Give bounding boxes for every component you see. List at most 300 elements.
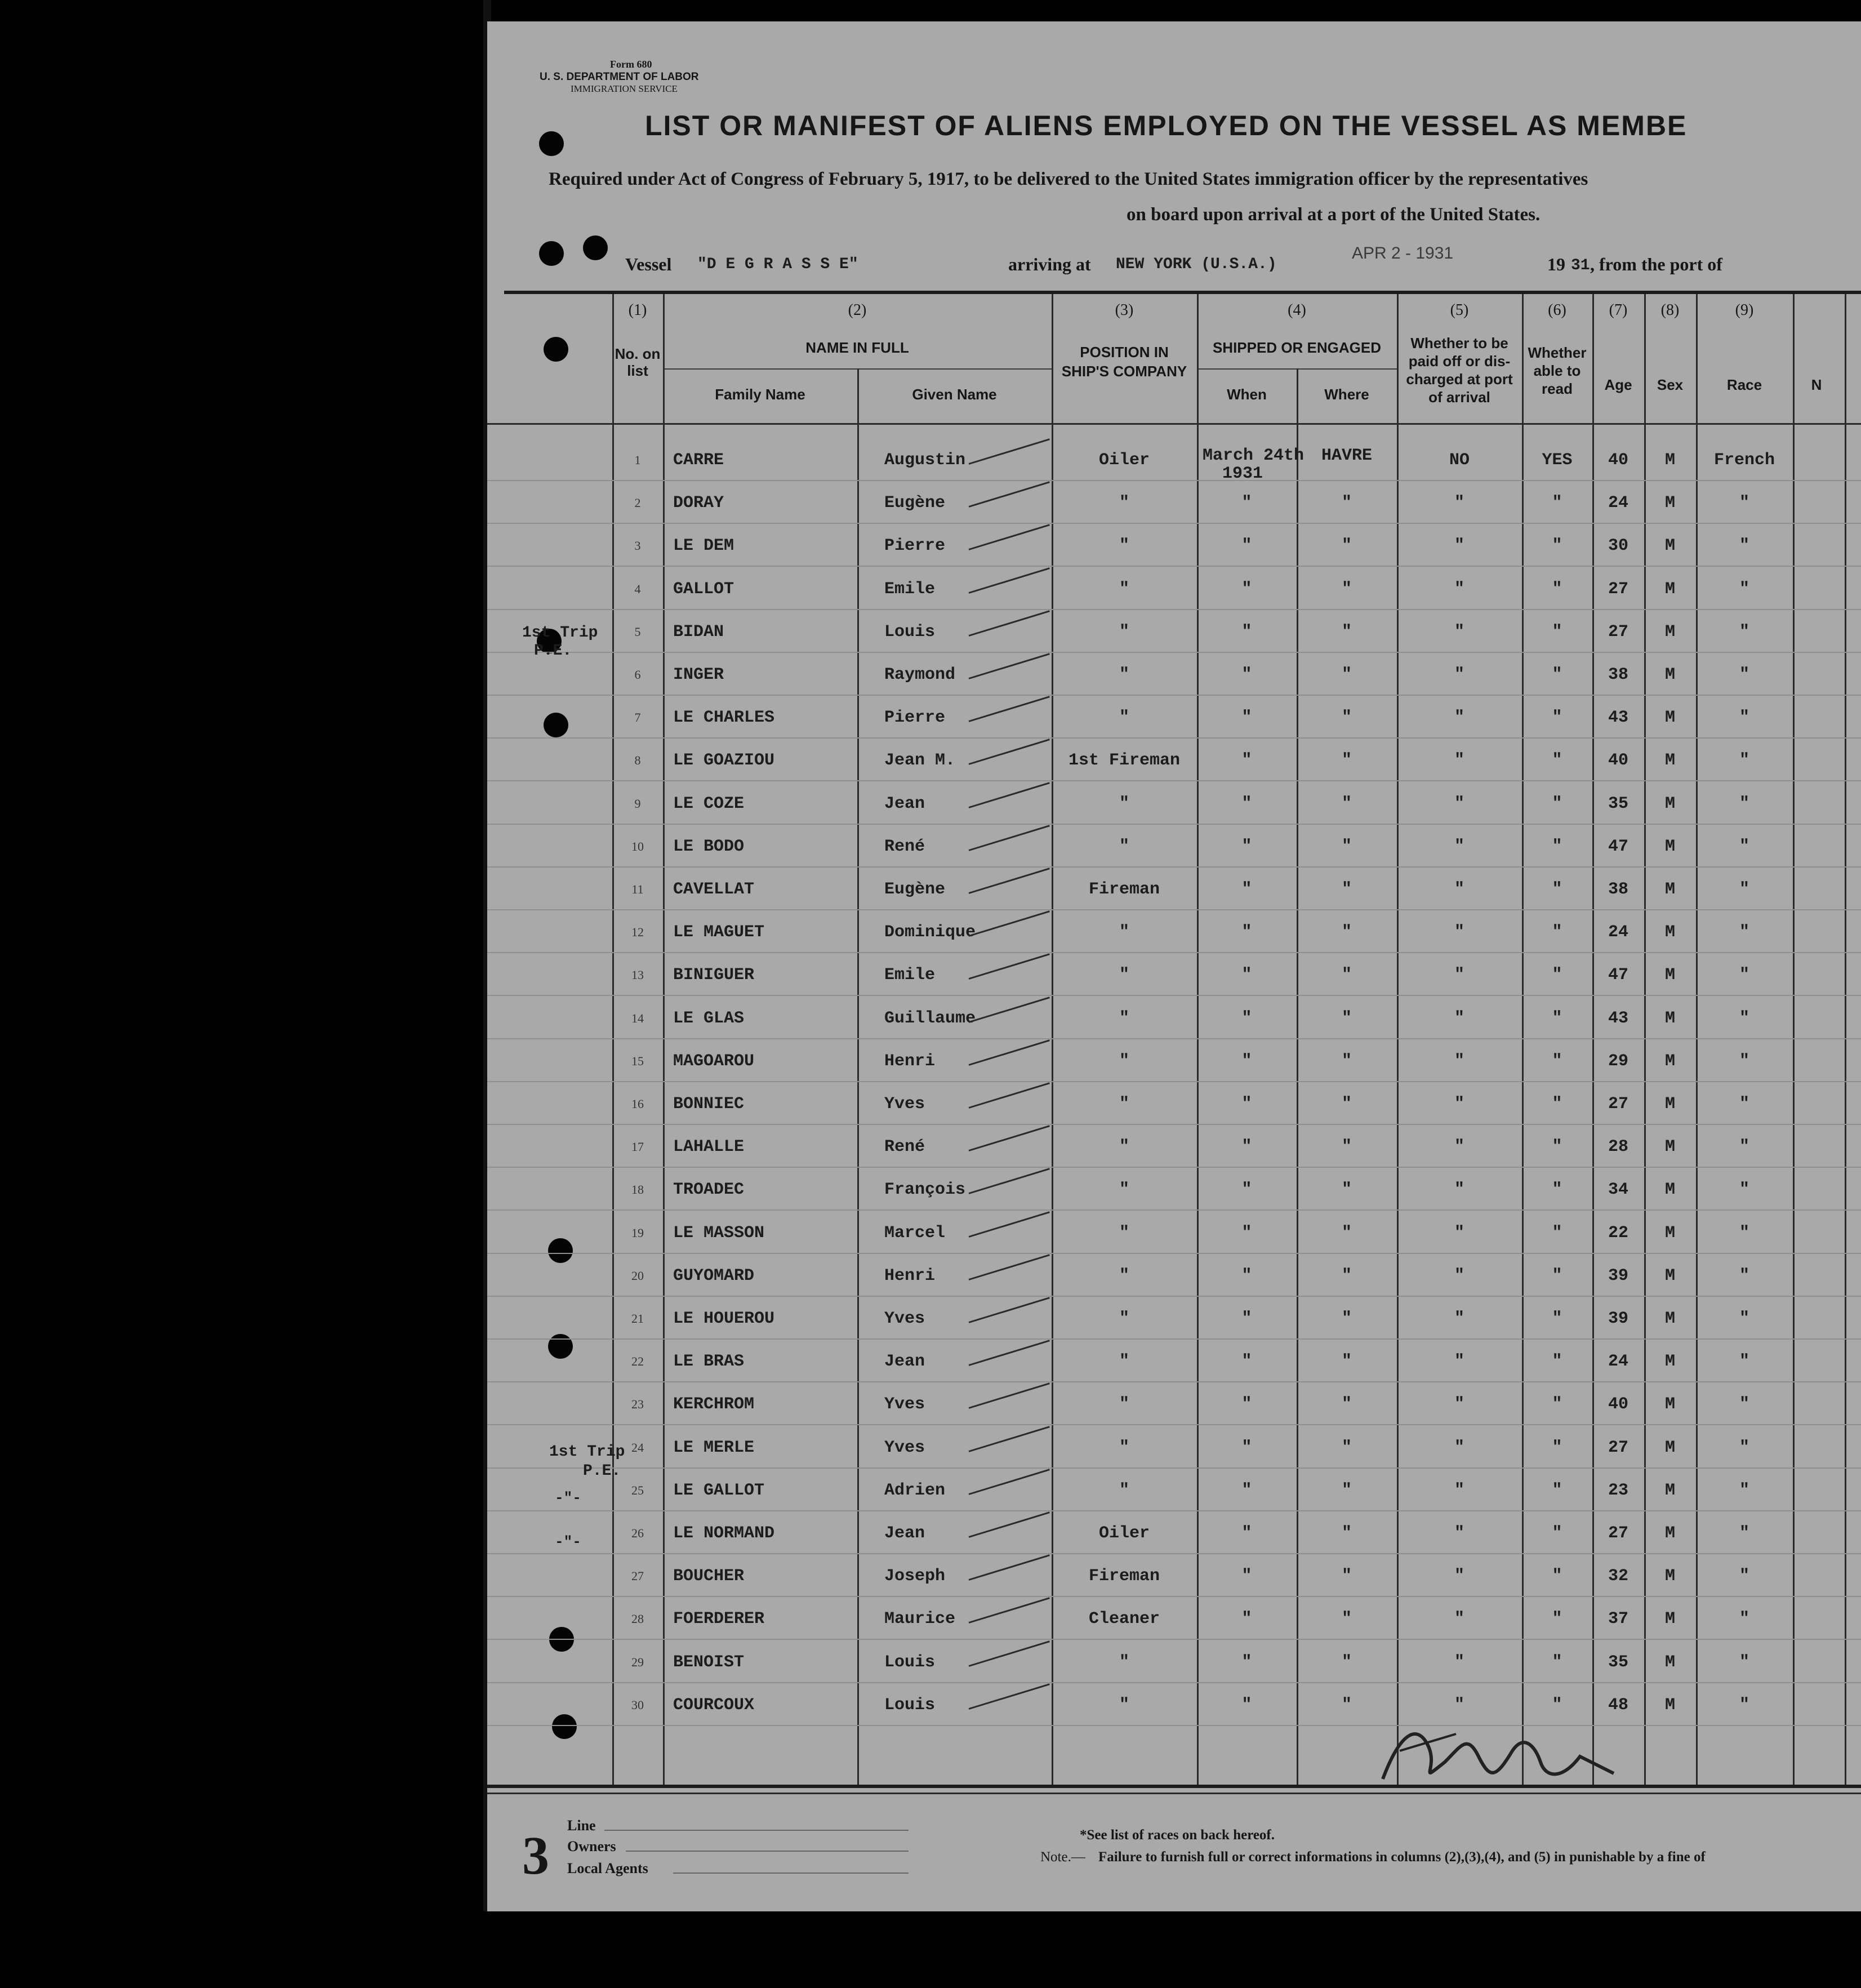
shipped-when: " bbox=[1241, 837, 1252, 856]
shipped-where: " bbox=[1341, 1352, 1352, 1372]
paid-off: " bbox=[1454, 880, 1464, 899]
column-rule bbox=[1845, 294, 1846, 1785]
shipped-when: " bbox=[1241, 622, 1252, 642]
able-to-read: " bbox=[1552, 536, 1562, 556]
race: " bbox=[1739, 751, 1749, 771]
age: 27 bbox=[1608, 1095, 1628, 1114]
shipped-where: " bbox=[1341, 665, 1352, 684]
age: 29 bbox=[1608, 1051, 1628, 1071]
paid-off: " bbox=[1454, 1567, 1464, 1586]
sex: M bbox=[1664, 1137, 1675, 1157]
row-rule bbox=[487, 1124, 1861, 1125]
arriving-label: arriving at bbox=[1008, 254, 1091, 274]
able-to-read: " bbox=[1552, 1652, 1562, 1672]
sex: M bbox=[1664, 1180, 1675, 1200]
margin-note-first-trip-b: 1st Trip bbox=[549, 1443, 625, 1461]
race: " bbox=[1739, 536, 1749, 556]
family-name: MAGOAROU bbox=[673, 1051, 755, 1071]
given-name: Dominique bbox=[884, 923, 976, 942]
shipped-where: " bbox=[1341, 1137, 1352, 1157]
shipped-where: " bbox=[1341, 1395, 1352, 1415]
row-rule bbox=[487, 1209, 1861, 1211]
subtitle-line-2: on board upon arrival at a port of the United States. bbox=[1127, 204, 1541, 225]
row-rule bbox=[487, 780, 1861, 781]
shipped-where: " bbox=[1341, 1008, 1352, 1028]
paid-off: " bbox=[1454, 1008, 1464, 1028]
col-4-where-label: Where bbox=[1324, 386, 1369, 403]
row-number: 7 bbox=[634, 710, 641, 725]
position: " bbox=[1119, 1438, 1129, 1457]
race: " bbox=[1739, 1352, 1749, 1372]
row-rule bbox=[487, 1424, 1861, 1425]
row-rule bbox=[487, 824, 1861, 825]
table-top-rule bbox=[504, 291, 1861, 294]
shipped-where: " bbox=[1341, 493, 1352, 513]
row-rule bbox=[487, 523, 1861, 524]
family-name: LAHALLE bbox=[673, 1137, 745, 1157]
column-rule bbox=[1644, 294, 1646, 1785]
position: " bbox=[1119, 1051, 1129, 1071]
sex: M bbox=[1664, 1567, 1675, 1586]
age: 22 bbox=[1608, 1223, 1628, 1243]
punch-hole bbox=[548, 1238, 573, 1263]
able-to-read: " bbox=[1552, 1395, 1562, 1415]
family-name: TROADEC bbox=[673, 1180, 745, 1200]
age: 34 bbox=[1608, 1180, 1628, 1200]
punch-hole bbox=[544, 337, 568, 362]
paid-off: " bbox=[1454, 665, 1464, 684]
race: " bbox=[1739, 1309, 1749, 1328]
position: " bbox=[1119, 1309, 1129, 1328]
given-name: Yves bbox=[884, 1395, 925, 1415]
position: " bbox=[1119, 1480, 1129, 1500]
race: " bbox=[1739, 837, 1749, 856]
family-name: LE GLAS bbox=[673, 1008, 745, 1028]
row-rule bbox=[487, 1081, 1861, 1082]
margin-note-pe-a: P.E. bbox=[534, 642, 572, 660]
given-name: Augustin bbox=[884, 451, 966, 470]
footer-agents-blank bbox=[673, 1873, 909, 1874]
age: 37 bbox=[1608, 1609, 1628, 1629]
shipped-when: " bbox=[1241, 1180, 1252, 1200]
service-name: IMMIGRATION SERVICE bbox=[571, 83, 678, 94]
shipped-when: " bbox=[1241, 1309, 1252, 1328]
given-name: Eugène bbox=[884, 880, 946, 899]
sex: M bbox=[1664, 493, 1675, 513]
column-rule bbox=[1793, 294, 1795, 1785]
race: " bbox=[1739, 1524, 1749, 1543]
row-number: 25 bbox=[631, 1483, 644, 1497]
row-rule bbox=[487, 652, 1861, 653]
paid-off: NO bbox=[1449, 451, 1470, 470]
row-number: 16 bbox=[631, 1097, 644, 1111]
race: " bbox=[1739, 1095, 1749, 1114]
sex: M bbox=[1664, 1309, 1675, 1328]
shipped-where: " bbox=[1341, 1567, 1352, 1586]
note-text: Failure to furnish full or correct informations in columns (2),(3),(4), and (5) in punishable by a fine of bbox=[1098, 1849, 1706, 1865]
race: " bbox=[1739, 923, 1749, 942]
col-8-label: Sex bbox=[1657, 376, 1684, 393]
from-port-label: , from the port of bbox=[1590, 254, 1722, 274]
family-name: DORAY bbox=[673, 493, 724, 513]
able-to-read: " bbox=[1552, 1309, 1562, 1328]
shipped-when: " bbox=[1241, 1524, 1252, 1543]
shipped-when: " bbox=[1241, 1652, 1252, 1672]
footer-line-blank bbox=[604, 1830, 909, 1831]
sex: M bbox=[1664, 923, 1675, 942]
able-to-read: " bbox=[1552, 966, 1562, 985]
paid-off: " bbox=[1454, 1095, 1464, 1114]
given-name: Jean bbox=[884, 794, 925, 813]
race: " bbox=[1739, 1223, 1749, 1243]
given-name: Eugène bbox=[884, 493, 946, 513]
given-name: Jean bbox=[884, 1524, 925, 1543]
shipped-when: " bbox=[1241, 1395, 1252, 1415]
row-rule bbox=[487, 737, 1861, 739]
punch-hole bbox=[548, 1334, 573, 1359]
sex: M bbox=[1664, 1223, 1675, 1243]
shipped-where: " bbox=[1341, 923, 1352, 942]
row-rule bbox=[487, 1038, 1861, 1039]
given-name: Emile bbox=[884, 579, 936, 599]
shipped-where: " bbox=[1341, 1095, 1352, 1114]
race: " bbox=[1739, 966, 1749, 985]
given-name: Louis bbox=[884, 1652, 936, 1672]
race: " bbox=[1739, 1180, 1749, 1200]
col-7-number: (7) bbox=[1609, 301, 1628, 319]
position: " bbox=[1119, 923, 1129, 942]
family-name: CARRE bbox=[673, 451, 724, 470]
page-title: LIST OR MANIFEST OF ALIENS EMPLOYED ON THE VESSEL AS MEMBE bbox=[645, 110, 1688, 141]
vessel-name: "D E G R A S S E" bbox=[697, 256, 858, 273]
given-name: Henri bbox=[884, 1051, 936, 1071]
shipped-where: " bbox=[1341, 1652, 1352, 1672]
family-name: LE BRAS bbox=[673, 1352, 745, 1372]
family-name: FOERDERER bbox=[673, 1609, 765, 1629]
col-4-when-label: When bbox=[1227, 386, 1267, 403]
date-stamp: APR 2 - 1931 bbox=[1352, 244, 1454, 263]
age: 35 bbox=[1608, 1652, 1628, 1672]
col-9-number: (9) bbox=[1735, 301, 1754, 319]
family-name: LE BODO bbox=[673, 837, 745, 856]
race: " bbox=[1739, 1609, 1749, 1629]
races-note: *See list of races on back hereof. bbox=[1080, 1827, 1275, 1843]
col-5-label: Whether to be paid off or dis-charged at port of arrival bbox=[1406, 335, 1513, 406]
age: 40 bbox=[1608, 451, 1628, 470]
sex: M bbox=[1664, 1352, 1675, 1372]
paid-off: " bbox=[1454, 1395, 1464, 1415]
col-7-label: Age bbox=[1604, 376, 1632, 393]
able-to-read: " bbox=[1552, 1180, 1562, 1200]
shipped-where: " bbox=[1341, 1480, 1352, 1500]
col-2-number: (2) bbox=[848, 301, 867, 319]
row-rule bbox=[487, 1682, 1861, 1683]
able-to-read: " bbox=[1552, 1609, 1562, 1629]
age: 39 bbox=[1608, 1309, 1628, 1328]
race: " bbox=[1739, 1137, 1749, 1157]
sex: M bbox=[1664, 451, 1675, 470]
position: " bbox=[1119, 794, 1129, 813]
col-8-number: (8) bbox=[1660, 301, 1680, 319]
paid-off: " bbox=[1454, 751, 1464, 771]
shipped-where: " bbox=[1341, 579, 1352, 599]
col-6-label: Whether able to read bbox=[1528, 344, 1587, 397]
paid-off: " bbox=[1454, 1137, 1464, 1157]
row-rule bbox=[487, 866, 1861, 868]
row-number: 14 bbox=[631, 1011, 644, 1025]
row-number: 18 bbox=[631, 1182, 644, 1197]
family-name: BOUCHER bbox=[673, 1567, 745, 1586]
shipped-where: " bbox=[1341, 1695, 1352, 1715]
position: Cleaner bbox=[1088, 1609, 1160, 1629]
position: " bbox=[1119, 1008, 1129, 1028]
sex: M bbox=[1664, 1266, 1675, 1286]
able-to-read: " bbox=[1552, 1008, 1562, 1028]
row-rule bbox=[487, 1253, 1861, 1254]
shipped-where: " bbox=[1341, 536, 1352, 556]
shipped-when: " bbox=[1241, 579, 1252, 599]
row-number: 29 bbox=[631, 1655, 644, 1669]
shipped-when: " bbox=[1241, 1223, 1252, 1243]
family-name: INGER bbox=[673, 665, 724, 684]
race: " bbox=[1739, 1695, 1749, 1715]
age: 27 bbox=[1608, 622, 1628, 642]
row-number: 15 bbox=[631, 1053, 644, 1068]
family-name: CAVELLAT bbox=[673, 880, 755, 899]
row-rule bbox=[487, 1725, 1861, 1726]
given-name: Guillaume bbox=[884, 1008, 976, 1028]
col-4-number: (4) bbox=[1288, 301, 1306, 319]
col-9-label: Race bbox=[1726, 376, 1762, 393]
sex: M bbox=[1664, 1095, 1675, 1114]
paid-off: " bbox=[1454, 1480, 1464, 1500]
race: " bbox=[1739, 1438, 1749, 1457]
paid-off: " bbox=[1454, 536, 1464, 556]
race: " bbox=[1739, 665, 1749, 684]
sex: M bbox=[1664, 1480, 1675, 1500]
punch-hole bbox=[552, 1714, 577, 1739]
race: " bbox=[1739, 579, 1749, 599]
sex: M bbox=[1664, 536, 1675, 556]
race: French bbox=[1713, 451, 1775, 470]
position: " bbox=[1119, 622, 1129, 642]
position: " bbox=[1119, 708, 1129, 728]
family-name: LE MASSON bbox=[673, 1223, 765, 1243]
shipped-where: " bbox=[1341, 880, 1352, 899]
race: " bbox=[1739, 880, 1749, 899]
family-name: BONNIEC bbox=[673, 1095, 745, 1114]
paid-off: " bbox=[1454, 1352, 1464, 1372]
row-number: 2 bbox=[634, 496, 641, 510]
age: 39 bbox=[1608, 1266, 1628, 1286]
shipped-where: " bbox=[1341, 1438, 1352, 1457]
year-prefix: 19 bbox=[1547, 254, 1565, 274]
given-name: Joseph bbox=[884, 1567, 946, 1586]
paid-off: " bbox=[1454, 493, 1464, 513]
row-rule bbox=[487, 1467, 1861, 1469]
age: 32 bbox=[1608, 1567, 1628, 1586]
row-number: 13 bbox=[631, 968, 644, 982]
family-name: LE CHARLES bbox=[673, 708, 775, 728]
row-rule bbox=[487, 1296, 1861, 1297]
able-to-read: " bbox=[1552, 794, 1562, 813]
shipped-when: March 24th bbox=[1203, 446, 1305, 465]
column-rule bbox=[1696, 294, 1698, 1785]
row-rule bbox=[487, 480, 1861, 481]
col-4-label: SHIPPED OR ENGAGED bbox=[1212, 339, 1382, 356]
shipped-when: " bbox=[1241, 708, 1252, 728]
row-number: 19 bbox=[631, 1225, 644, 1240]
race: " bbox=[1739, 794, 1749, 813]
row-rule bbox=[487, 1338, 1861, 1340]
family-name: LE GOAZIOU bbox=[673, 751, 775, 771]
position: " bbox=[1119, 536, 1129, 556]
position: " bbox=[1119, 1266, 1129, 1286]
col-1-number: (1) bbox=[628, 301, 647, 319]
department-name: U. S. DEPARTMENT OF LABOR bbox=[540, 71, 699, 83]
year-suffix: 31 bbox=[1571, 257, 1590, 274]
col-2-label: NAME IN FULL bbox=[805, 339, 909, 356]
paid-off: " bbox=[1454, 923, 1464, 942]
column-rule bbox=[1522, 294, 1524, 1785]
age: 40 bbox=[1608, 1395, 1628, 1415]
table-bottom-rule-2 bbox=[487, 1793, 1861, 1794]
row-number: 1 bbox=[634, 453, 641, 467]
paid-off: " bbox=[1454, 1652, 1464, 1672]
shipped-when: " bbox=[1241, 1095, 1252, 1114]
able-to-read: " bbox=[1552, 1567, 1562, 1586]
shipped-when: " bbox=[1241, 1695, 1252, 1715]
family-name: LE DEM bbox=[673, 536, 734, 556]
margin-note-ditto-1: -"- bbox=[555, 1489, 581, 1506]
family-name: LE MERLE bbox=[673, 1438, 755, 1457]
race: " bbox=[1739, 1051, 1749, 1071]
position: " bbox=[1119, 665, 1129, 684]
age: 48 bbox=[1608, 1695, 1628, 1715]
paid-off: " bbox=[1454, 1051, 1464, 1071]
sex: M bbox=[1664, 579, 1675, 599]
paid-off: " bbox=[1454, 1223, 1464, 1243]
able-to-read: " bbox=[1552, 708, 1562, 728]
race: " bbox=[1739, 1652, 1749, 1672]
position: " bbox=[1119, 837, 1129, 856]
row-rule bbox=[487, 1167, 1861, 1168]
row-rule bbox=[487, 1596, 1861, 1597]
margin-note-pe-b: P.E. bbox=[583, 1462, 621, 1480]
shipped-where: " bbox=[1341, 1524, 1352, 1543]
family-name: LE MAGUET bbox=[673, 923, 765, 942]
able-to-read: " bbox=[1552, 1438, 1562, 1457]
position: " bbox=[1119, 1395, 1129, 1415]
row-number: 11 bbox=[631, 882, 644, 896]
shipped-where: " bbox=[1341, 794, 1352, 813]
paid-off: " bbox=[1454, 622, 1464, 642]
age: 28 bbox=[1608, 1137, 1628, 1157]
able-to-read: " bbox=[1552, 1695, 1562, 1715]
age: 47 bbox=[1608, 966, 1628, 985]
sex: M bbox=[1664, 751, 1675, 771]
age: 24 bbox=[1608, 1352, 1628, 1372]
row-number: 21 bbox=[631, 1311, 644, 1326]
paid-off: " bbox=[1454, 708, 1464, 728]
age: 27 bbox=[1608, 1438, 1628, 1457]
row-rule bbox=[487, 1639, 1861, 1640]
given-name: Raymond bbox=[884, 665, 956, 684]
shipped-when: " bbox=[1241, 1438, 1252, 1457]
row-number: 22 bbox=[631, 1354, 644, 1369]
row-number: 20 bbox=[631, 1268, 644, 1283]
col-10-partial-label: N bbox=[1811, 376, 1822, 393]
position: " bbox=[1119, 966, 1129, 985]
sex: M bbox=[1664, 1695, 1675, 1715]
age: 24 bbox=[1608, 493, 1628, 513]
paid-off: " bbox=[1454, 1266, 1464, 1286]
paid-off: " bbox=[1454, 1609, 1464, 1629]
row-rule bbox=[487, 1510, 1861, 1511]
sex: M bbox=[1664, 1524, 1675, 1543]
shipped-when-year: 1931 bbox=[1222, 464, 1263, 483]
shipped-when: " bbox=[1241, 1051, 1252, 1071]
table-bottom-rule bbox=[487, 1785, 1861, 1788]
shipped-where: " bbox=[1341, 622, 1352, 642]
row-rule bbox=[487, 909, 1861, 910]
col-2-family-label: Family Name bbox=[715, 386, 805, 403]
race: " bbox=[1739, 1008, 1749, 1028]
position: " bbox=[1119, 493, 1129, 513]
shipped-where: " bbox=[1341, 1223, 1352, 1243]
paid-off: " bbox=[1454, 579, 1464, 599]
shipped-when: " bbox=[1241, 966, 1252, 985]
position: Fireman bbox=[1088, 1567, 1160, 1586]
row-number: 28 bbox=[631, 1612, 644, 1626]
given-name: Adrien bbox=[884, 1480, 946, 1500]
position: " bbox=[1119, 1352, 1129, 1372]
race: " bbox=[1739, 1395, 1749, 1415]
age: 38 bbox=[1608, 665, 1628, 684]
race: " bbox=[1739, 622, 1749, 642]
signature-scrawl bbox=[1366, 1711, 1625, 1796]
age: 23 bbox=[1608, 1480, 1628, 1500]
sex: M bbox=[1664, 966, 1675, 985]
shipped-when: " bbox=[1241, 880, 1252, 899]
able-to-read: " bbox=[1552, 1352, 1562, 1372]
row-number: 6 bbox=[634, 668, 641, 682]
given-name: Pierre bbox=[884, 708, 946, 728]
given-name: Emile bbox=[884, 966, 936, 985]
shipped-when: " bbox=[1241, 536, 1252, 556]
family-name: LE HOUEROU bbox=[673, 1309, 775, 1328]
footer-line-label: Line bbox=[567, 1817, 596, 1834]
position: Oiler bbox=[1098, 451, 1150, 470]
sex: M bbox=[1664, 1008, 1675, 1028]
race: " bbox=[1739, 1266, 1749, 1286]
given-name: Yves bbox=[884, 1309, 925, 1328]
sex: M bbox=[1664, 837, 1675, 856]
col-2-given-label: Given Name bbox=[912, 386, 997, 403]
sex: M bbox=[1664, 794, 1675, 813]
position: " bbox=[1119, 1095, 1129, 1114]
able-to-read: " bbox=[1552, 579, 1562, 599]
column-rule bbox=[857, 368, 859, 1785]
row-number: 23 bbox=[631, 1397, 644, 1412]
family-name: BINIGUER bbox=[673, 966, 755, 985]
column-rule bbox=[663, 294, 665, 1785]
row-number: 9 bbox=[634, 796, 641, 811]
position: " bbox=[1119, 1223, 1129, 1243]
position: " bbox=[1119, 1137, 1129, 1157]
page-number: 3 bbox=[522, 1825, 549, 1885]
age: 38 bbox=[1608, 880, 1628, 899]
